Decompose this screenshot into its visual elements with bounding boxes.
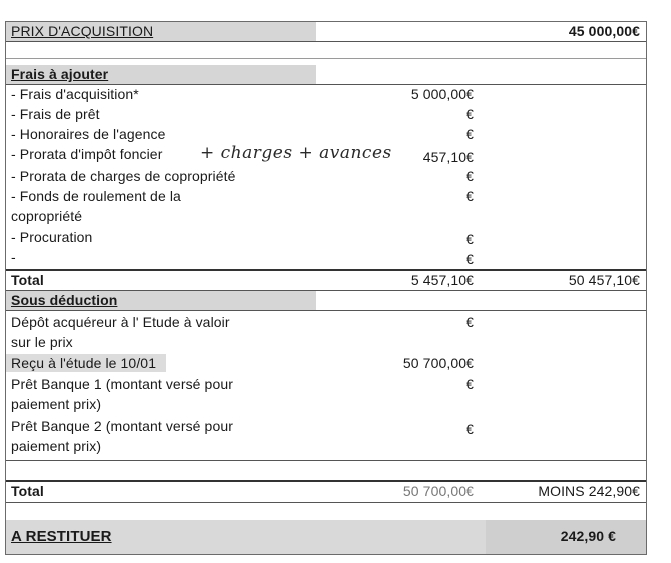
list-item-value: € (466, 168, 474, 184)
settlement-statement (5, 21, 647, 555)
list-item-value: 457,10€ (422, 149, 474, 165)
restituer-value: 242,90 € (560, 528, 616, 544)
list-item: paiement prix) (11, 396, 102, 412)
divider (6, 269, 646, 271)
list-item: - Prorata de charges de copropriété (11, 168, 236, 184)
list-item-value: € (466, 376, 474, 392)
list-item: Dépôt acquéreur à l' Etude à valoir (11, 314, 230, 330)
list-item: paiement prix) (11, 438, 102, 454)
list-item-value: € (466, 106, 474, 122)
total-label: Total (11, 272, 44, 288)
list-item-value: € (466, 188, 474, 204)
list-item: copropriété (11, 208, 83, 224)
list-item: Prêt Banque 1 (montant versé pour (11, 376, 233, 392)
divider (6, 310, 646, 311)
list-item: - Fonds de roulement de la (11, 188, 181, 204)
list-item-value: € (466, 126, 474, 142)
list-item: - Frais de prêt (11, 106, 100, 122)
acquisition-label: PRIX D'ACQUISITION (11, 23, 154, 39)
list-item: - Procuration (11, 229, 93, 245)
divider (6, 41, 646, 42)
divider (6, 58, 646, 59)
list-item: - (11, 249, 16, 265)
handwritten-note: + charges + avances (200, 143, 392, 163)
list-item: Prêt Banque 2 (montant versé pour (11, 418, 233, 434)
list-item-value: 5 000,00€ (410, 86, 474, 102)
total-value: MOINS 242,90€ (538, 483, 640, 499)
divider (6, 502, 646, 503)
total-value: 50 457,10€ (568, 272, 640, 288)
list-item: sur le prix (11, 334, 73, 350)
list-item-value: € (466, 314, 474, 330)
list-item: - Honoraires de l'agence (11, 126, 166, 142)
list-item: - Frais d'acquisition* (11, 86, 139, 102)
frais-heading: Frais à ajouter (11, 66, 109, 82)
acquisition-value: 45 000,00€ (568, 23, 640, 39)
total-subtotal: 5 457,10€ (410, 272, 474, 288)
divider (6, 84, 646, 85)
deduction-heading: Sous déduction (11, 292, 118, 308)
list-item-value: € (466, 421, 474, 437)
list-item-value: € (466, 251, 474, 267)
list-item-value: € (466, 231, 474, 247)
divider (6, 480, 646, 482)
divider (6, 460, 646, 461)
list-item: - Prorata d'impôt foncier (11, 146, 163, 162)
total-subtotal: 50 700,00€ (402, 483, 474, 499)
total-label: Total (11, 483, 44, 499)
list-item-value: 50 700,00€ (402, 355, 474, 371)
list-item: Reçu à l'étude le 10/01 (11, 355, 157, 371)
restituer-label: A RESTITUER (11, 528, 112, 545)
